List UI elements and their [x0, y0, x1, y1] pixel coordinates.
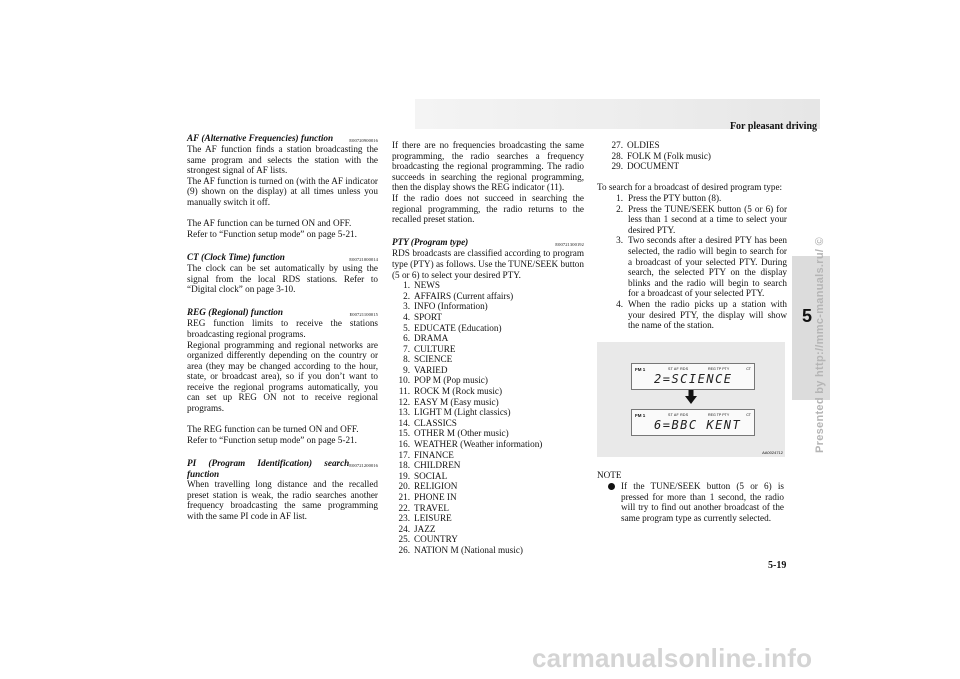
pty-code: E00721300192: [555, 242, 584, 248]
lcd-band: FM 1: [635, 413, 646, 418]
list-item: [392, 439, 584, 450]
note: [606, 481, 784, 523]
list-item: [392, 428, 584, 439]
item-number: 7.: [403, 343, 410, 354]
af-paragraph: The AF function finds a station broadcasting the same program and selects the station with the strongest signal of AF lists.: [187, 144, 378, 176]
list-item: [392, 503, 584, 514]
pi-paragraph: When travelling long distance and the recalled preset station is weak, the radio searches another frequency broadcasting the same programming with the same PI code in AF list.: [187, 479, 378, 521]
side-watermark: Presented by http://mmc-manuals.ru/ ©: [814, 236, 826, 454]
reg-paragraph: Regional programming and regional networks are organized differently depending on the country or area (they may be changed according to the hour, state, or broadcast area), so if you don’t want to receive the regional programs automatically, you can set up REG ON not to receive regional programs.: [187, 339, 378, 414]
af-reference: Refer to “Function setup mode” on page 5-21.: [187, 228, 357, 239]
item-text: Press the TUNE/SEEK button (5 or 6) for less than 1 second at a time to select your desired PTY.: [628, 203, 787, 235]
item-number: 21.: [398, 492, 410, 502]
pty-list-continued: [597, 140, 787, 172]
lcd-indicators-right: REG TP PTY: [708, 413, 730, 417]
pi-continued-paragraph: If there are no frequencies broadcasting the same programming, the radio searches a frequency broadcasting the regional programming. The radio succeeds in searching the regional programming, then the display shows the REG indicator (11).: [392, 140, 584, 193]
pi-code: E00721200016: [349, 463, 378, 469]
item-number: 10.: [398, 375, 410, 386]
radio-display-figure: [597, 342, 785, 457]
item-text: FINANCE: [414, 449, 454, 460]
reg-title: REG (Regional) function: [187, 307, 283, 318]
step-item: [597, 193, 787, 204]
af-paragraph: The AF function can be turned ON and OFF.: [187, 218, 352, 229]
item-text: When the radio picks up a station with your desired PTY, the display will show the name of the station.: [628, 298, 787, 331]
item-number: 2.: [616, 203, 623, 214]
page-number: 5-19: [768, 560, 787, 571]
item-text: TRAVEL: [414, 502, 450, 513]
reg-paragraph: The REG function can be turned ON and OFF.: [187, 424, 359, 435]
item-number: 3.: [616, 235, 623, 246]
item-text: DRAMA: [414, 333, 449, 344]
item-number: 1.: [403, 280, 410, 291]
af-paragraph: The AF function is turned on (with the AF indicator (9) shown on the display) at all times unless you manually switch it off.: [187, 175, 378, 207]
footer-watermark: carmanualsonline.info: [532, 643, 813, 673]
list-item: [392, 524, 584, 535]
item-number: 23.: [398, 513, 410, 524]
search-intro: To search for a broadcast of desired program type:: [597, 182, 783, 193]
list-item: [392, 460, 584, 471]
item-number: 4.: [616, 298, 623, 309]
item-number: 26.: [398, 544, 410, 555]
item-text: DOCUMENT: [627, 161, 680, 172]
list-item: [392, 407, 584, 418]
step-item: [597, 204, 787, 236]
item-number: 12.: [398, 396, 410, 407]
lcd-segment-text: 2=SCIENCE: [654, 372, 733, 386]
list-item: [605, 151, 787, 162]
bullet-icon: [606, 481, 621, 523]
list-item: [392, 492, 584, 503]
list-item: [392, 450, 584, 461]
page-header-title: For pleasant driving: [729, 121, 817, 132]
list-item: [392, 471, 584, 482]
list-item: [392, 354, 584, 365]
list-item: [605, 161, 787, 172]
list-item: [605, 140, 787, 151]
note-title: NOTE: [597, 470, 622, 480]
item-number: 1.: [616, 192, 623, 203]
list-item: [392, 386, 584, 397]
item-number: 29.: [611, 161, 623, 172]
list-item: [392, 323, 584, 334]
item-text: EDUCATE (Education): [414, 322, 502, 333]
pty-paragraph: RDS broadcasts are classified according to program type (PTY) as follows. Use the TUNE/SEEK button (5 or 6) to select your desired PTY.: [392, 248, 584, 280]
item-text: Press the PTY button (8).: [628, 192, 722, 203]
item-number: 11.: [398, 386, 410, 397]
list-item: [392, 545, 584, 556]
item-number: 14.: [398, 417, 410, 428]
item-text: SOCIAL: [414, 470, 448, 481]
item-text: COUNTRY: [414, 534, 458, 545]
item-text: INFO (Information): [414, 301, 488, 312]
item-number: 4.: [403, 311, 410, 322]
item-text: Two seconds after a desired PTY has been selected, the radio will begin to search for a broadcast of your selected PTY. During search, the selected PTY on the display blinks and the radio will begin to search for a broadcast of your selected PTY.: [628, 235, 787, 299]
step-item: [597, 299, 787, 331]
item-number: 16.: [398, 439, 410, 450]
item-number: 18.: [398, 460, 410, 471]
pty-title: PTY (Program type): [392, 237, 469, 248]
item-number: 3.: [403, 301, 410, 312]
item-number: 28.: [611, 150, 623, 161]
af-title: AF (Alternative Frequencies) function: [187, 133, 334, 143]
item-number: 6.: [403, 333, 410, 344]
lcd-display-1: [631, 363, 755, 390]
item-number: 27.: [611, 140, 623, 150]
item-text: LIGHT M (Light classics): [414, 407, 511, 418]
ct-title: CT (Clock Time) function: [187, 251, 285, 262]
figure-code: AA0024712: [762, 450, 783, 455]
ct-paragraph: The clock can be set automatically by using the signal from the local RDS stations. Refer to “Digital clock” on page 3-10.: [187, 262, 378, 295]
list-item: [392, 513, 584, 524]
reg-reference: Refer to “Function setup mode” on page 5-21.: [187, 434, 357, 445]
list-item: [392, 333, 584, 344]
lcd-band: FM 1: [635, 367, 646, 372]
item-text: LEISURE: [414, 513, 452, 524]
lcd-ct-indicator: CT: [746, 367, 751, 371]
item-text: SCIENCE: [414, 354, 453, 365]
item-text: ROCK M (Rock music): [414, 386, 503, 397]
item-text: PHONE IN: [414, 492, 457, 502]
step-item: [597, 235, 787, 299]
item-text: VARIED: [414, 364, 448, 375]
item-text: CHILDREN: [414, 460, 461, 471]
list-item: [392, 365, 584, 376]
down-arrow-icon: [685, 390, 697, 404]
item-number: 22.: [398, 502, 410, 513]
item-number: 19.: [398, 470, 410, 481]
item-number: 17.: [398, 449, 410, 460]
lcd-display-2: [631, 409, 755, 436]
search-steps: [597, 193, 787, 331]
item-text: WEATHER (Weather information): [414, 439, 543, 450]
list-item: [392, 312, 584, 323]
item-text: SPORT: [414, 311, 443, 322]
column-2: [392, 140, 584, 556]
chapter-tab-number: 5: [802, 306, 813, 326]
item-text: CULTURE: [414, 343, 456, 354]
list-item: [392, 397, 584, 408]
list-item: [392, 481, 584, 492]
pi-heading: [187, 458, 378, 479]
note-text: If the TUNE/SEEK button (5 or 6) is pressed for more than 1 second, the radio will try to find out another broadcast of the same program type as currently selected.: [621, 481, 784, 523]
reg-heading: [187, 307, 378, 318]
lcd-indicators-left: ST AF RDS: [668, 413, 689, 417]
list-item: [392, 375, 584, 386]
list-item: [392, 301, 584, 312]
af-heading: [187, 133, 378, 144]
pi-title: PI (Program Identification) search function: [187, 458, 350, 479]
item-number: 20.: [398, 481, 410, 492]
item-number: 2.: [403, 290, 410, 301]
item-number: 15.: [398, 428, 410, 439]
item-text: EASY M (Easy music): [414, 396, 499, 407]
item-number: 8.: [403, 354, 410, 365]
column-3: [597, 140, 787, 331]
item-number: 5.: [403, 322, 410, 333]
lcd-segment-text: 6=BBC KENT: [654, 418, 742, 432]
item-text: RELIGION: [414, 481, 458, 492]
reg-paragraph: REG function limits to receive the stations broadcasting regional programs.: [187, 318, 378, 339]
item-number: 25.: [398, 534, 410, 545]
lcd-ct-indicator: CT: [746, 413, 751, 417]
item-number: 13.: [398, 407, 410, 418]
lcd-indicators-right: REG TP PTY: [708, 367, 730, 371]
item-text: POP M (Pop music): [414, 375, 488, 386]
item-text: OTHER M (Other music): [414, 428, 509, 439]
item-text: JAZZ: [414, 523, 436, 534]
ct-heading: [187, 252, 378, 263]
item-number: 24.: [398, 523, 410, 534]
item-text: OLDIES: [627, 140, 660, 150]
list-item: [392, 291, 584, 302]
list-item: [392, 418, 584, 429]
list-item: [392, 280, 584, 291]
pi-continued-paragraph: If the radio does not succeed in searching the regional programming, the radio returns to the recalled preset station.: [392, 192, 584, 225]
lcd-indicators-left: ST AF RDS: [668, 367, 689, 371]
item-number: 9.: [403, 364, 410, 375]
reg-code: E00721100015: [349, 312, 378, 318]
column-1: [187, 131, 378, 522]
ct-code: E00721000014: [349, 256, 378, 262]
list-item: [392, 344, 584, 355]
item-text: NEWS: [414, 280, 441, 291]
af-code: E00720900016: [349, 138, 378, 143]
list-item: [392, 534, 584, 545]
item-text: CLASSICS: [414, 417, 457, 428]
item-text: AFFAIRS (Current affairs): [414, 290, 514, 301]
item-text: NATION M (National music): [414, 544, 523, 555]
item-text: FOLK M (Folk music): [627, 150, 711, 161]
pty-heading: [392, 237, 584, 248]
pty-list: [392, 280, 584, 555]
